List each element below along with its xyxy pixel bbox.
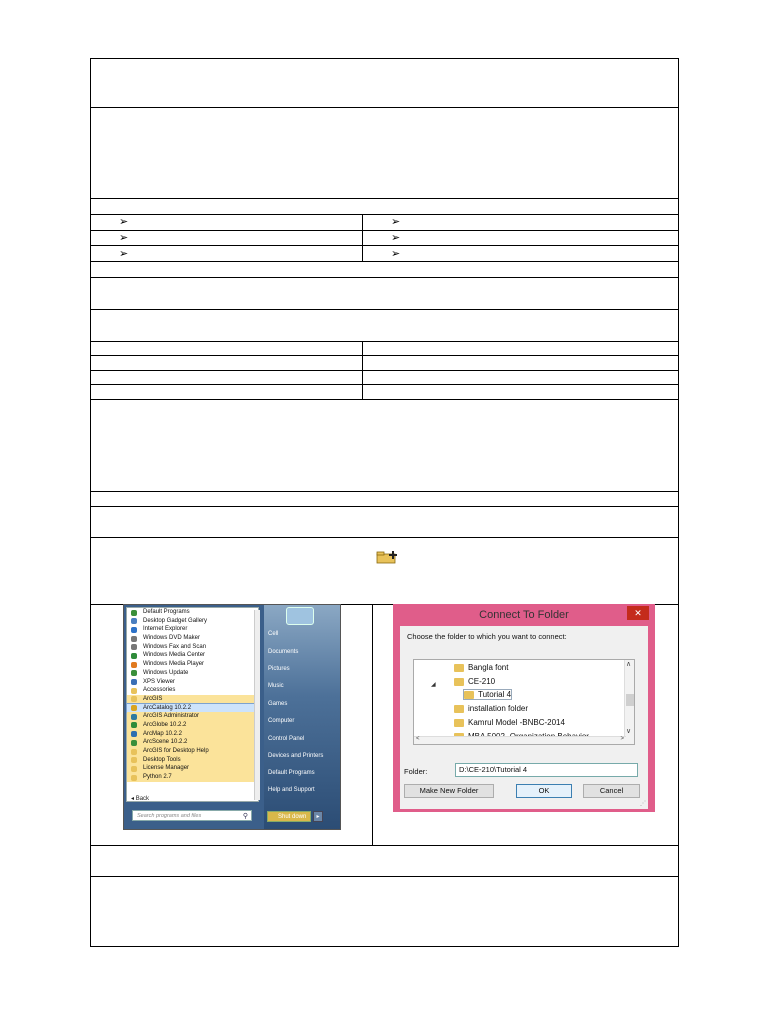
scroll-right-icon[interactable]: > bbox=[620, 736, 624, 742]
program-item[interactable] bbox=[127, 738, 258, 747]
program-icon bbox=[131, 714, 137, 720]
program-icon bbox=[131, 705, 137, 711]
folder-icon bbox=[454, 664, 464, 672]
start-menu-link[interactable]: Control Panel bbox=[268, 736, 305, 742]
ok-button[interactable]: OK bbox=[516, 784, 572, 798]
program-item[interactable] bbox=[127, 764, 258, 773]
program-icon bbox=[131, 696, 137, 702]
program-item[interactable] bbox=[127, 730, 258, 739]
program-label: Windows Media Center bbox=[143, 652, 206, 659]
connect-folder-dialog bbox=[393, 604, 655, 812]
program-label: ArcGIS Administrator bbox=[143, 713, 200, 720]
program-label: Python 2.7 bbox=[143, 774, 172, 781]
program-label: Accessories bbox=[143, 687, 176, 694]
row-divider bbox=[91, 261, 678, 262]
column-divider bbox=[372, 604, 373, 845]
scroll-left-icon[interactable]: < bbox=[416, 736, 420, 742]
row-divider bbox=[91, 506, 678, 507]
folder-node-label: Bangla font bbox=[468, 663, 509, 672]
program-icon bbox=[131, 757, 137, 763]
program-icon bbox=[131, 688, 137, 694]
program-icon bbox=[131, 775, 137, 781]
folder-node[interactable] bbox=[454, 718, 565, 727]
back-button[interactable]: ◂ Back bbox=[131, 796, 150, 802]
folder-node[interactable] bbox=[454, 677, 495, 686]
folder-node-label: CE-210 bbox=[468, 677, 496, 686]
folder-node-label: installation folder bbox=[468, 704, 529, 713]
row-divider bbox=[91, 230, 678, 231]
folder-node[interactable] bbox=[454, 663, 508, 672]
program-label: Windows DVD Maker bbox=[143, 635, 201, 642]
program-label: Desktop Tools bbox=[143, 756, 181, 763]
avatar bbox=[286, 607, 314, 625]
folder-node-label: Tutorial 4 bbox=[478, 690, 512, 699]
program-label: ArcGIS bbox=[143, 695, 163, 702]
program-icon bbox=[131, 749, 137, 755]
program-item[interactable] bbox=[127, 721, 258, 730]
dialog-title: Connect To Folder bbox=[479, 609, 569, 621]
folder-node[interactable] bbox=[454, 704, 528, 713]
start-menu-link[interactable]: Documents bbox=[268, 649, 299, 655]
program-label: ArcMap 10.2.2 bbox=[143, 730, 183, 737]
programs-list bbox=[126, 607, 259, 802]
program-item[interactable] bbox=[127, 634, 258, 643]
program-icon bbox=[131, 610, 137, 616]
arrow-bullet-icon: ➢ bbox=[119, 231, 129, 244]
program-item[interactable] bbox=[127, 678, 258, 687]
horizontal-scrollbar[interactable] bbox=[414, 736, 626, 744]
shutdown-options-button[interactable]: ▸ bbox=[313, 811, 323, 822]
program-icon bbox=[131, 662, 137, 668]
arrow-bullet-icon: ➢ bbox=[119, 247, 129, 260]
row-divider bbox=[91, 214, 678, 215]
collapse-icon[interactable]: ◢ bbox=[431, 682, 436, 688]
column-divider bbox=[362, 341, 363, 399]
program-item[interactable] bbox=[127, 643, 258, 652]
make-new-folder-button[interactable]: Make New Folder bbox=[404, 784, 494, 798]
program-icon bbox=[131, 653, 137, 659]
program-label: Internet Explorer bbox=[143, 626, 188, 633]
program-label: Windows Fax and Scan bbox=[143, 643, 207, 650]
start-menu-link[interactable]: Cell bbox=[268, 631, 279, 637]
row-divider bbox=[91, 399, 678, 400]
row-divider bbox=[91, 384, 678, 385]
program-icon bbox=[131, 627, 137, 633]
arrow-bullet-icon: ➢ bbox=[391, 247, 401, 260]
row-divider bbox=[91, 245, 678, 246]
program-item[interactable] bbox=[127, 747, 258, 756]
program-item[interactable] bbox=[127, 608, 258, 617]
program-icon bbox=[131, 740, 137, 746]
dialog-prompt: Choose the folder to which you want to connect: bbox=[407, 632, 567, 641]
start-menu-link[interactable]: Default Programs bbox=[268, 770, 315, 776]
program-item[interactable] bbox=[127, 756, 258, 765]
search-input[interactable]: Search programs and files ⚲ bbox=[132, 810, 252, 821]
row-divider bbox=[91, 277, 678, 278]
program-item[interactable] bbox=[127, 617, 258, 626]
program-icon bbox=[131, 722, 137, 728]
scroll-down-icon[interactable]: ∨ bbox=[626, 728, 632, 735]
cancel-button[interactable]: Cancel bbox=[583, 784, 640, 798]
program-icon bbox=[131, 679, 137, 685]
program-label: ArcGlobe 10.2.2 bbox=[143, 721, 187, 728]
program-item[interactable] bbox=[127, 686, 258, 695]
program-label: Default Programs bbox=[143, 609, 190, 615]
start-menu-link[interactable]: Devices and Printers bbox=[268, 753, 324, 759]
vertical-scrollbar[interactable] bbox=[624, 660, 634, 744]
row-divider bbox=[91, 198, 678, 199]
scroll-up-icon[interactable]: ∧ bbox=[626, 661, 632, 668]
program-item[interactable] bbox=[127, 712, 258, 721]
folder-label: Folder: bbox=[404, 767, 428, 776]
row-divider bbox=[91, 876, 678, 877]
program-icon bbox=[131, 670, 137, 676]
row-divider bbox=[91, 355, 678, 356]
arrow-bullet-icon: ➢ bbox=[391, 231, 401, 244]
shutdown-button[interactable]: Shut down bbox=[267, 811, 311, 822]
program-label: License Manager bbox=[143, 765, 190, 772]
program-label: Desktop Gadget Gallery bbox=[143, 617, 208, 624]
program-label: ArcScene 10.2.2 bbox=[143, 739, 188, 746]
row-divider bbox=[91, 107, 678, 108]
row-divider bbox=[91, 845, 678, 846]
folder-tree[interactable] bbox=[413, 659, 635, 745]
row-divider bbox=[91, 309, 678, 310]
folder-node[interactable] bbox=[464, 690, 511, 699]
start-menu-screenshot bbox=[123, 604, 341, 830]
program-label: Windows Update bbox=[143, 669, 189, 676]
start-menu-link[interactable]: Help and Support bbox=[268, 787, 315, 793]
arrow-bullet-icon: ➢ bbox=[119, 215, 129, 228]
column-divider bbox=[362, 214, 363, 261]
folder-icon bbox=[464, 691, 474, 699]
row-divider bbox=[91, 370, 678, 371]
program-icon bbox=[131, 731, 137, 737]
program-item[interactable] bbox=[127, 669, 258, 678]
program-item[interactable] bbox=[127, 704, 258, 713]
program-item[interactable] bbox=[127, 773, 258, 782]
start-menu-link[interactable]: Pictures bbox=[268, 666, 290, 672]
row-divider bbox=[91, 341, 678, 342]
start-menu-link[interactable]: Games bbox=[268, 701, 288, 707]
resize-grip-icon[interactable]: ⋰ bbox=[640, 801, 646, 807]
folder-icon bbox=[454, 719, 464, 727]
program-icon bbox=[131, 766, 137, 772]
program-item[interactable] bbox=[127, 695, 258, 704]
folder-path-input[interactable]: D:\CE-210\Tutorial 4 bbox=[455, 763, 638, 777]
program-item[interactable] bbox=[127, 625, 258, 634]
program-item[interactable] bbox=[127, 660, 258, 669]
scrollbar[interactable] bbox=[254, 610, 260, 800]
program-label: ArcGIS for Desktop Help bbox=[143, 748, 209, 754]
arrow-bullet-icon: ➢ bbox=[391, 215, 401, 228]
dialog-body bbox=[400, 626, 648, 809]
program-icon bbox=[131, 644, 137, 650]
row-divider bbox=[91, 537, 678, 538]
close-icon[interactable]: ✕ bbox=[627, 606, 649, 620]
program-label: XPS Viewer bbox=[143, 678, 175, 685]
start-menu-link[interactable]: Music bbox=[268, 683, 284, 689]
program-label: Windows Media Player bbox=[143, 661, 205, 668]
folder-icon bbox=[454, 705, 464, 713]
connect-folder-icon bbox=[376, 550, 400, 564]
program-icon bbox=[131, 636, 137, 642]
start-menu-link[interactable]: Computer bbox=[268, 718, 295, 724]
search-icon: ⚲ bbox=[242, 813, 248, 820]
program-icon bbox=[131, 618, 137, 624]
start-menu-right-pane bbox=[264, 605, 341, 830]
folder-icon bbox=[454, 678, 464, 686]
folder-node-label: Kamrul Model -BNBC-2014 bbox=[468, 718, 565, 727]
program-item[interactable] bbox=[127, 651, 258, 660]
row-divider bbox=[91, 491, 678, 492]
program-label: ArcCatalog 10.2.2 bbox=[143, 704, 192, 711]
